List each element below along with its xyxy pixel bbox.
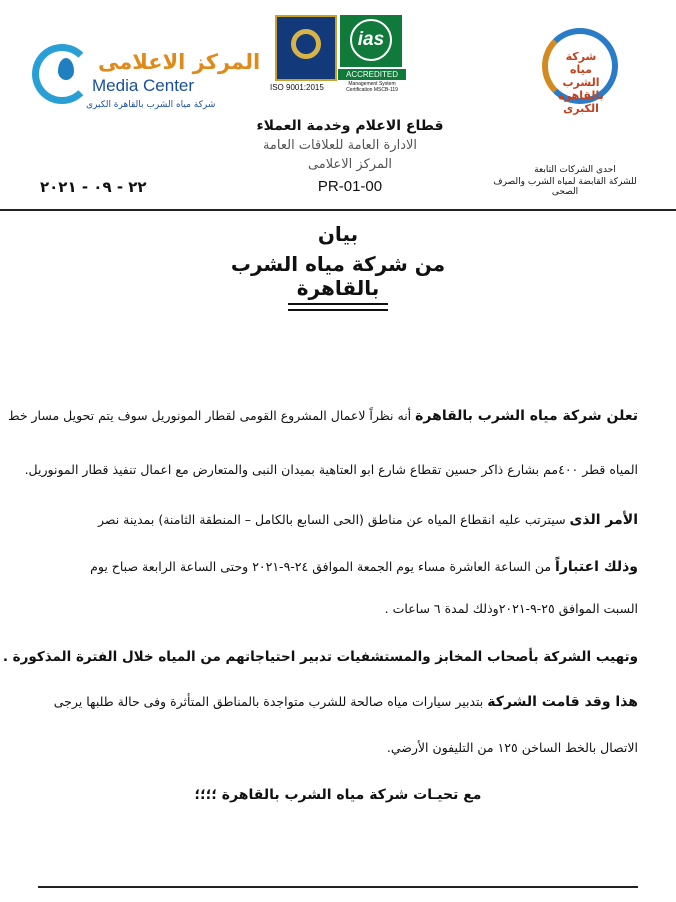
company-caption-holding: للشركة القابضة لمياه الشرب والصرف الصحى [493,177,637,197]
footer-divider [38,886,638,888]
water-drop-icon [58,58,74,80]
time-lead: وذلك اعتباراً [555,559,638,575]
accredited-subtitle: Management System Certification MSCB-119 [346,81,398,93]
iso-q-icon [291,29,321,59]
paragraph-outage-time-line2: السبت الموافق ٢٥-٩-٢٠٢١وذلك لمدة ٦ ساعات . [384,601,638,616]
dept-line-center: المركز الاعلامى [307,157,393,172]
company-caption-affiliate: احدى الشركات التابعة [534,165,616,175]
media-center-english-name: Media Center [92,76,195,95]
title-underline-1 [288,303,388,305]
iso-label: ISO 9001:2015 [270,83,324,92]
paragraph-water-trucks [38,693,638,711]
announcement-lead: تعلن شركة مياه الشرب بالقاهرة [415,408,638,424]
time-text: من الساعة العاشرة مساء يوم الجمعة الموافق ٢٤-٩-٢٠٢١ وحتى الساعة الرابعة صباح يوم [90,559,556,574]
document-date: ٢٢ - ٠٩ - ٢٠٢١ [40,178,147,196]
doc-code: PR-01-00 [317,178,383,195]
ias-text: ias [357,29,385,50]
paragraph-outage-time [38,558,638,576]
statement-subtitle: من شركة مياه الشرب بالقاهرة [230,252,446,300]
paragraph-outage-areas [38,511,638,529]
trucks-text: بتدبير سيارات مياه صالحة للشرب متواجدة بالمناطق المتأثرة وفى حالة طلبها يرجى [53,694,488,709]
header-divider [0,209,676,211]
company-logo-name: شركة مياه الشرب بالقاهرة الكبرى [558,50,604,115]
media-center-arabic-name: المركز الاعلامى [98,50,261,74]
water-company-logo [480,22,650,162]
paragraph-announcement [7,407,638,425]
ias-cert-logo [340,15,402,67]
paragraph-hotline: الاتصال بالخط الساخن ١٢٥ من التليفون الأرضي. [386,740,638,755]
dept-line-admin: الادارة العامة للعلاقات العامة [262,138,418,153]
statement-title: بيان [317,222,359,246]
paragraph-announcement-line2: المياه قطر ٤٠٠مم بشارع ذاكر حسين تقطاع شارع ابو العتاهية بميدان النبى والمتعارض مع اعمال تنفيذ قطار المونوريل. [24,462,638,477]
paragraph-appeal: وتهيب الشركة بأصحاب المخابز والمستشفيات تدبير احتياجاتهم من المياه خلال الفترة المذكورة . [2,649,638,665]
iso-cert-logo [275,15,337,81]
outage-lead: الأمر الذى [569,512,638,528]
trucks-lead: هذا وقد قامت الشركة [487,694,638,710]
accredited-label: ACCREDITED [338,69,406,80]
outage-text: سيترتب عليه انقطاع المياه عن مناطق (الحى السابع بالكامل – المنطقة الثامنة) بمدينة نصر [97,512,570,527]
media-center-subtitle: شركة مياه الشرب بالقاهرة الكبرى [86,100,216,110]
media-center-logo [28,40,261,130]
dept-line-sector: قطاع الاعلام وخدمة العملاء [256,118,444,134]
title-underline-2 [288,309,388,311]
announcement-text: أنه نظراً لاعمال المشروع القومى لقطار المونوريل سوف يتم تحويل مسار خط [7,408,416,423]
closing-signature: مع تحيـات شركة مياه الشرب بالقاهرة ؛؛؛؛ [194,787,482,803]
